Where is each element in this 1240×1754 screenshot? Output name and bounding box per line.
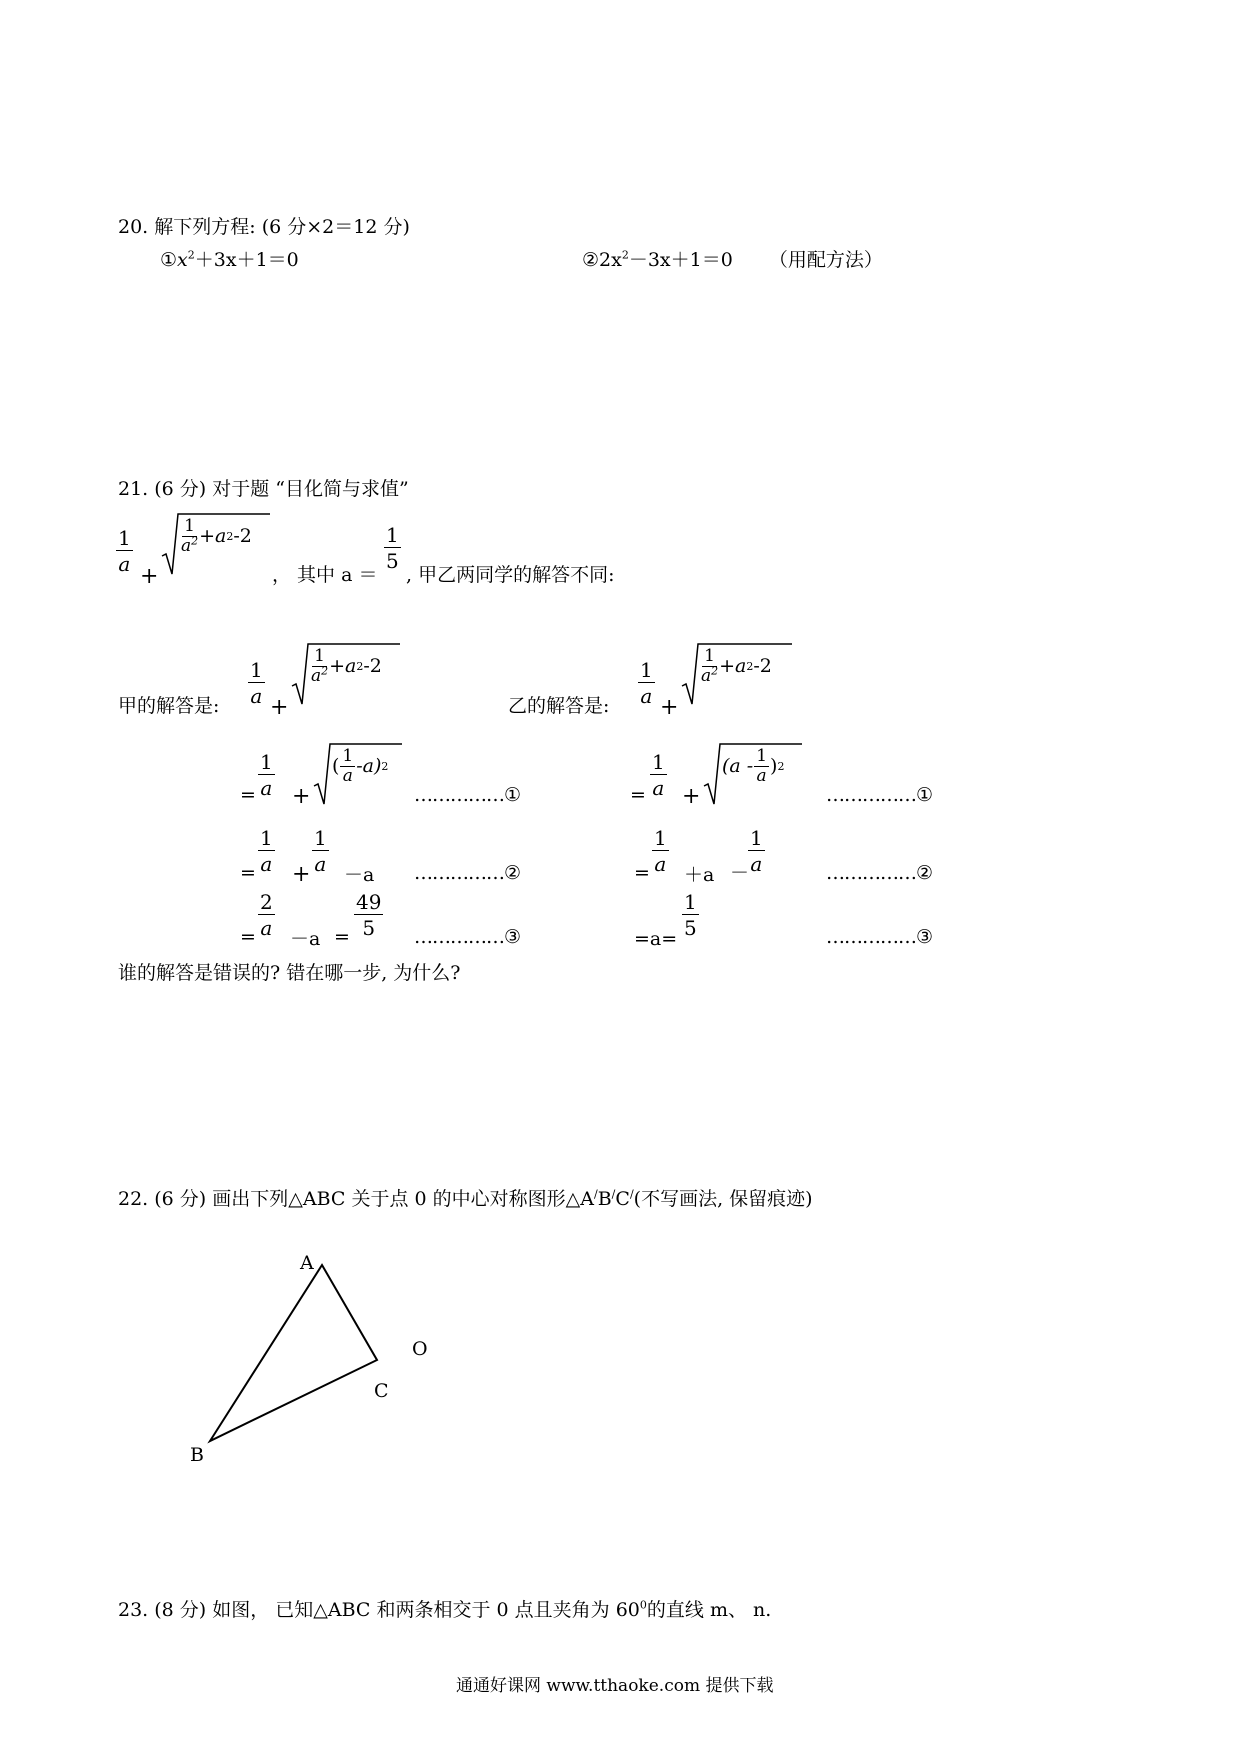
q20-equation-2: $②2x^2-3x+1=0$ （用配方法） [582, 248, 883, 271]
q21-title: 21. (6 分) 对于题 “目化简与求值” [118, 478, 409, 500]
yi-label: 乙的解答是: [508, 695, 610, 717]
jia-step1-eq: = [240, 784, 256, 806]
jia-step1-frac: $\frac{1}{a}$ [260, 750, 273, 800]
circle-1-mark: ① [160, 249, 178, 271]
page-footer: 通通好课网 www.tthaoke.com 提供下载 [456, 1676, 774, 1696]
yi-step1-frac: $\frac{1}{a}$ [652, 750, 665, 800]
yi-frac-one-over-a: $\frac{1}{a}$ [640, 658, 653, 708]
given-text-pre: ， 其中 a ＝ [272, 564, 378, 586]
q20-equation-1: $①x^2+3x+1=0$ [160, 248, 299, 271]
jia-step3-result: $\frac{49}{5}$ [356, 890, 382, 940]
jia-step3-marker: ……………③ [414, 926, 521, 948]
yi-radical: 1 $a^2$ +a 2 -2 [680, 640, 792, 704]
q22-title: 22. (6 分) 画出下列△ABC 关于点 0 的中心对称图形△A/B/C/(不写画法, 保留痕迹) [118, 1187, 813, 1210]
frac-one-over-a: $\frac{1}{a}$ [118, 526, 131, 576]
vertex-label-c: C [374, 1380, 389, 1402]
q23-title: 23. (8 分) 如图， 已知△ABC 和两条相交于 0 点且夹角为 $60^0$的直线 m、 n. [118, 1598, 772, 1621]
vertex-label-b: B [190, 1444, 204, 1466]
yi-step1-radical: (a - 1 a ) 2 [702, 740, 802, 804]
jia-step2-frac-2: $\frac{1}{a}$ [314, 826, 327, 876]
yi-step2-frac-2: $\frac{1}{a}$ [750, 826, 763, 876]
jia-step2-marker: ……………② [414, 862, 521, 884]
jia-step1-radical: ( 1 a -a) 2 [312, 740, 402, 804]
point-label-o: O [412, 1338, 428, 1360]
triangle-abc [210, 1265, 377, 1441]
radical-expression: 1 $a^2$ +a 2 -2 [160, 510, 270, 574]
yi-step1-marker: ……………① [826, 784, 933, 806]
q20-title: 20. 解下列方程: (6 分×2＝12 分) [118, 216, 410, 238]
jia-frac-one-over-a: $\frac{1}{a}$ [250, 658, 263, 708]
yi-step2-marker: ……………② [826, 862, 933, 884]
plus-sign: + [140, 564, 159, 589]
jia-radical: 1 $a^2$ +a 2 -2 [290, 640, 400, 704]
jia-step1-marker: ……………① [414, 784, 521, 806]
yi-step2-frac-1: $\frac{1}{a}$ [654, 826, 667, 876]
yi-step1-eq: = [630, 784, 646, 806]
jia-step3-frac: $\frac{2}{a}$ [260, 890, 273, 940]
yi-step3-result: $\frac{1}{5}$ [684, 890, 697, 940]
jia-label: 甲的解答是: [118, 695, 220, 717]
q21-question: 谁的解答是错误的? 错在哪一步, 为什么? [118, 962, 461, 984]
frac-one-fifth: $\frac{1}{5}$ [386, 523, 399, 573]
method-note: （用配方法） [768, 249, 883, 271]
yi-step3-marker: ……………③ [826, 926, 933, 948]
jia-step2-frac-1: $\frac{1}{a}$ [260, 826, 273, 876]
given-text-post: , 甲乙两同学的解答不同: [406, 564, 615, 586]
vertex-label-a: A [300, 1252, 314, 1274]
